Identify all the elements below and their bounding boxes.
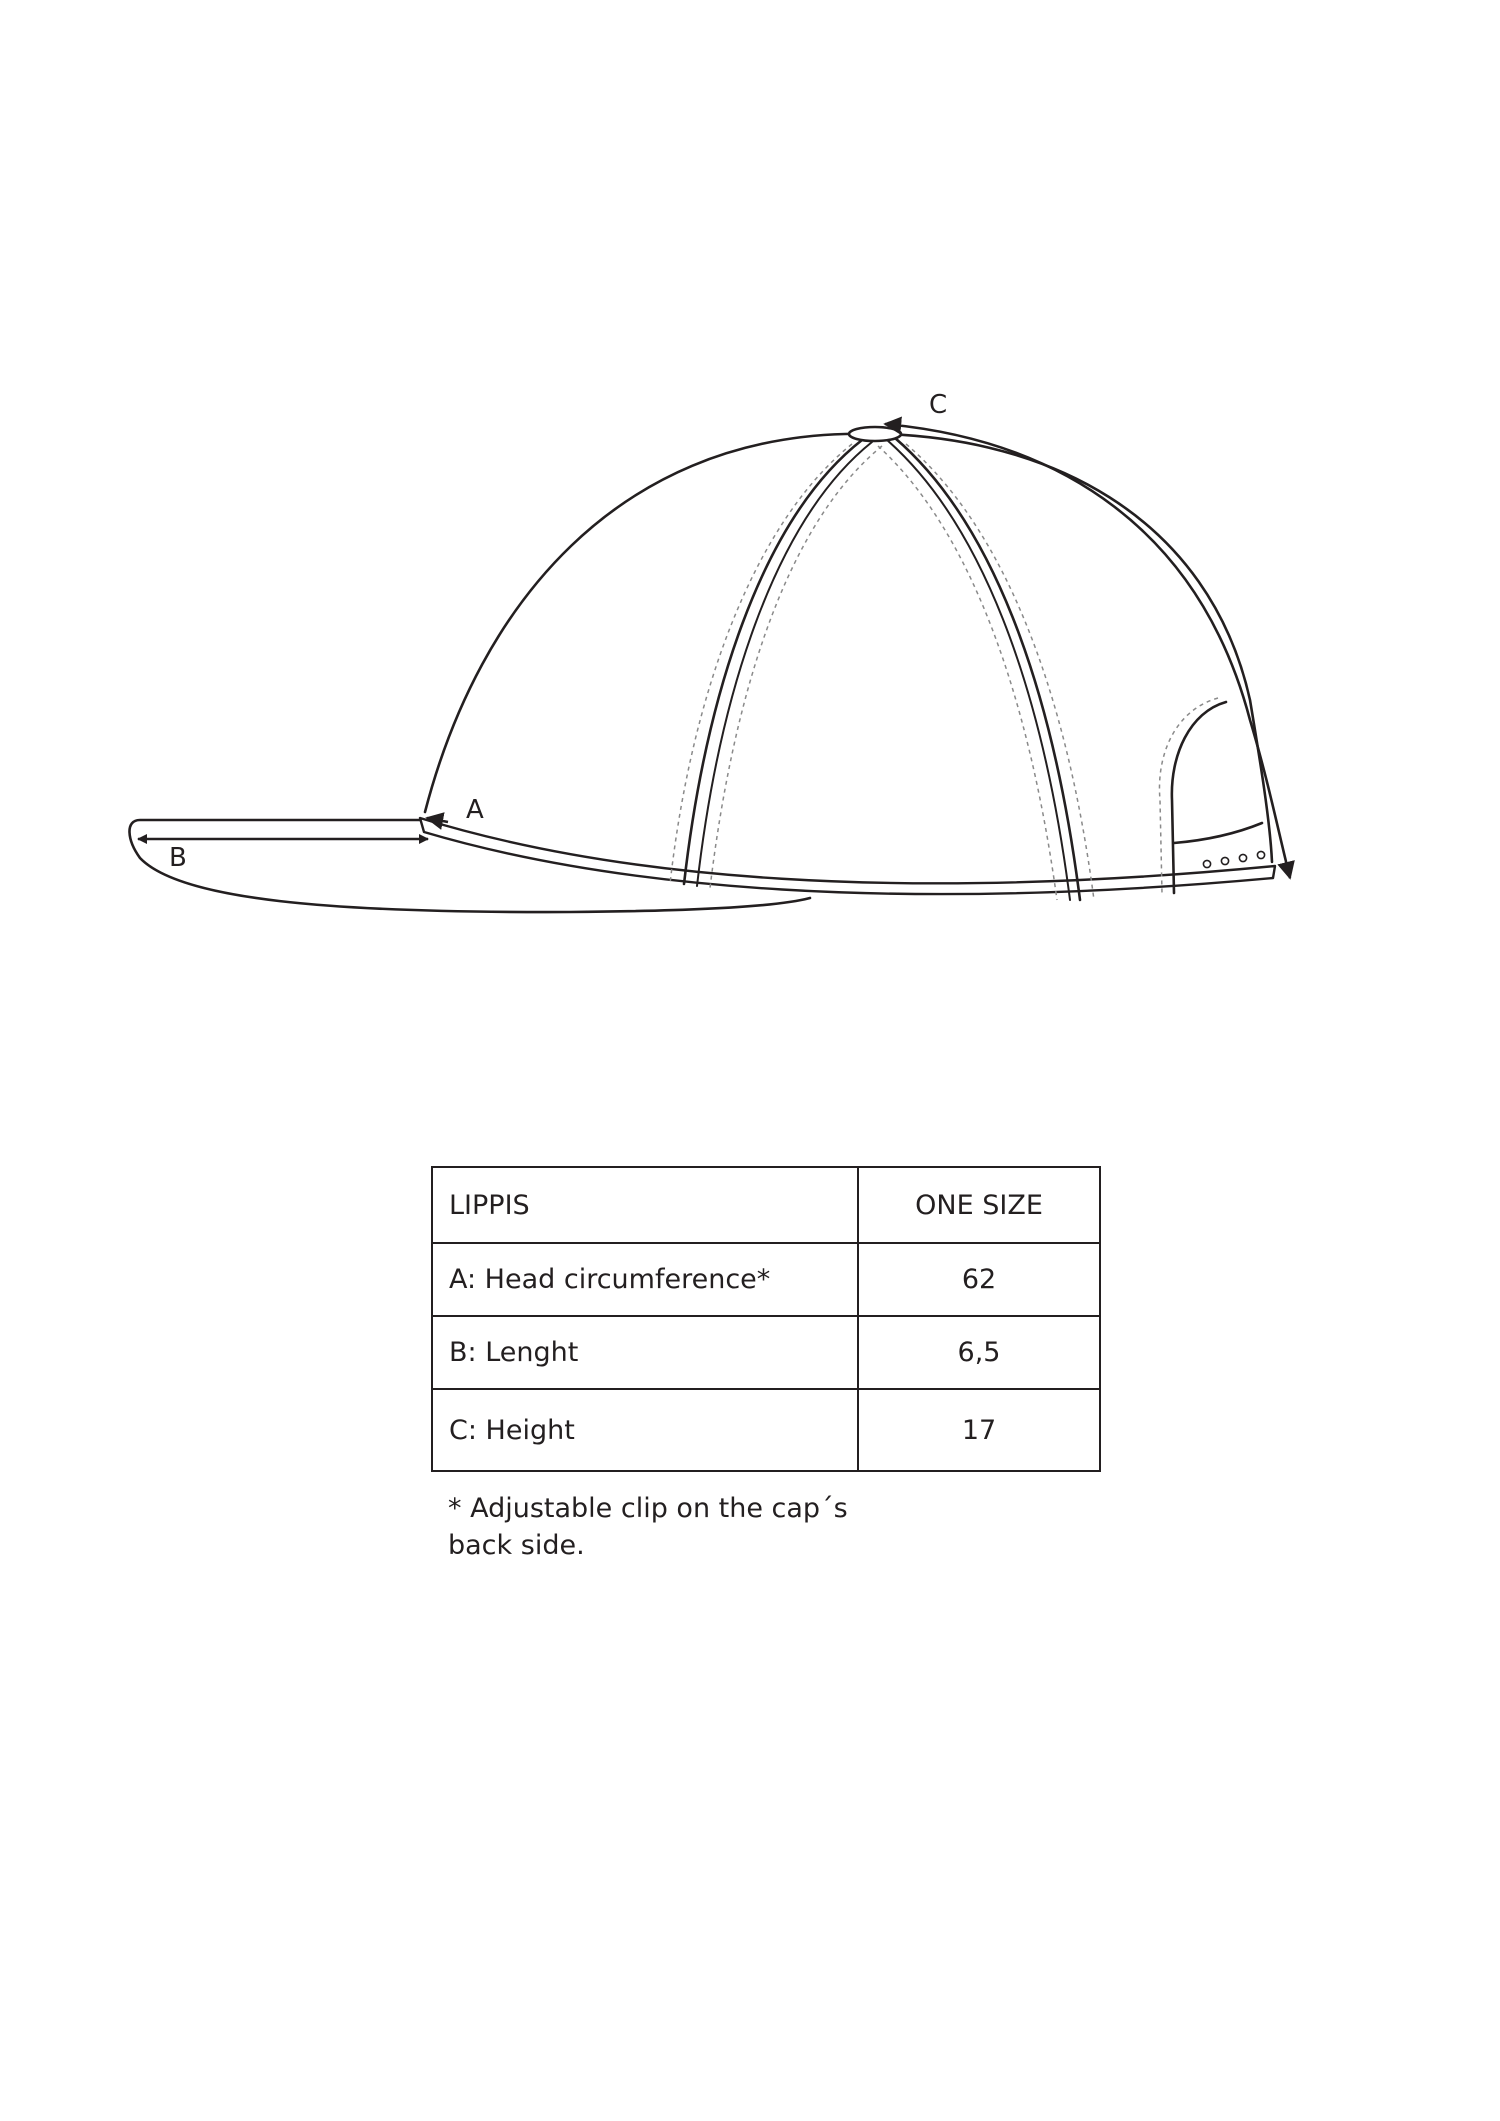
cap-back-strap [1174, 823, 1262, 843]
label-b: B [169, 843, 187, 873]
cap-sweatband [420, 818, 1275, 894]
table-row [432, 1316, 1100, 1389]
table-row-label: B: Lenght [432, 1316, 858, 1389]
clip-hole [1239, 854, 1246, 861]
measurement-arrows [138, 424, 1290, 878]
table-row [432, 1243, 1100, 1316]
table-header-row [432, 1167, 1100, 1243]
table-row-value: 62 [858, 1243, 1100, 1316]
clip-hole [1203, 860, 1210, 867]
table-header-size: ONE SIZE [858, 1167, 1100, 1243]
cap-brim [129, 820, 810, 912]
table-row [432, 1389, 1100, 1471]
table-row-label: C: Height [432, 1389, 858, 1471]
adjustable-clip-holes [1203, 851, 1264, 867]
table-row-value: 17 [858, 1389, 1100, 1471]
clip-hole [1221, 857, 1228, 864]
table-row-label: A: Head circumference* [432, 1243, 858, 1316]
stitch-back-right [906, 444, 1094, 900]
footnote: * Adjustable clip on the cap´s back side. [448, 1493, 848, 1561]
clip-hole [1257, 851, 1264, 858]
table-row-value: 6,5 [858, 1316, 1100, 1389]
cap-stitching [670, 444, 1218, 900]
label-a: A [466, 795, 484, 825]
cap-seam-front [684, 440, 862, 884]
cap-crown-outline [425, 434, 1272, 862]
cap-back-opening [1172, 702, 1226, 893]
table-header-name: LIPPIS [432, 1167, 858, 1243]
cap-seam-back [895, 438, 1080, 900]
stitch-front-left [670, 444, 852, 884]
stitch-back-left [878, 446, 1057, 900]
cap-seam-front-inner [697, 442, 872, 886]
size-table [431, 1166, 1101, 1472]
cap-top-button [849, 427, 901, 441]
label-c: C [929, 390, 948, 420]
